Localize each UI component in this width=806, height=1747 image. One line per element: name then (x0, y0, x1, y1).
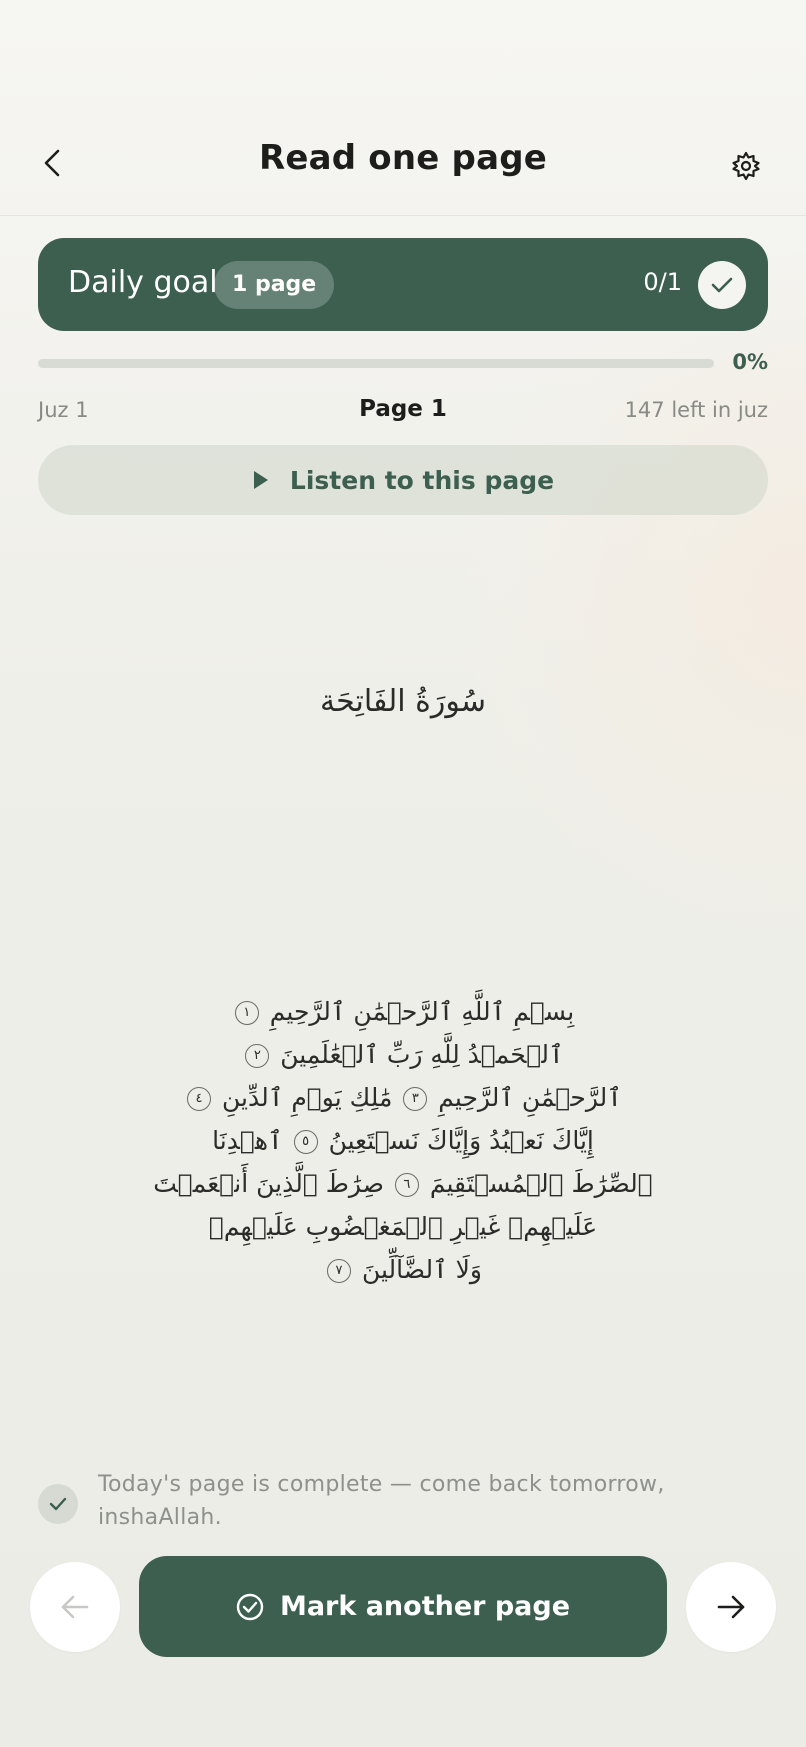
ayah-number-marker: ١ (235, 1001, 259, 1025)
juz-label: Juz 1 (38, 398, 89, 422)
page-label: Page 1 (359, 396, 447, 422)
goal-badge: 1 page (214, 261, 334, 309)
verse-text: إِيَّاكَ نَعۡبُدُ وَإِيَّاكَ نَسۡتَعِينُ (328, 1126, 594, 1155)
quran-page-text (140, 990, 666, 1291)
check-icon (711, 276, 733, 294)
completion-message: Today's page is complete — come back tomorrow, inshaAllah. (98, 1472, 665, 1530)
verse-text: صِرَٰطَ ٱلَّذِينَ أَنۡعَمۡتَ (153, 1169, 384, 1198)
check-icon (49, 1497, 67, 1511)
previous-page-button[interactable] (30, 1562, 120, 1652)
verse-text: مَٰلِكِ يَوۡمِ ٱلدِّينِ (222, 1083, 393, 1112)
progress-bar (38, 359, 714, 368)
page-title: Read one page (258, 138, 548, 178)
app-header (0, 0, 806, 216)
listen-button[interactable] (38, 445, 768, 515)
verse-text: وَلَا ٱلضَّآلِّينَ (361, 1255, 482, 1284)
verse-text: ٱلصِّرَٰطَ ٱلۡمُسۡتَقِيمَ (429, 1169, 653, 1198)
verse-line (140, 990, 666, 1033)
verse-text: بِسۡمِ ٱللَّهِ ٱلرَّحۡمَٰنِ ٱلرَّحِيمِ (269, 997, 575, 1026)
verse-line (140, 1033, 666, 1076)
arrow-left-icon (60, 1594, 90, 1620)
mark-another-page-label: Mark another page (279, 1591, 571, 1622)
verse-line (140, 1076, 666, 1119)
ayah-number-marker: ٢ (245, 1044, 269, 1068)
ayah-number-marker: ٥ (294, 1130, 318, 1154)
daily-goal-label: Daily goal (68, 265, 218, 300)
next-page-button[interactable] (686, 1562, 776, 1652)
ayah-number-marker: ٦ (395, 1173, 419, 1197)
settings-button[interactable] (724, 144, 768, 188)
progress-percent: 0% (732, 350, 768, 374)
surah-title: سُورَةُ الفَاتِحَة (320, 684, 486, 719)
check-circle-icon (236, 1593, 264, 1621)
verse-line (140, 1119, 666, 1162)
verse-text: ٱلۡحَمۡدُ لِلَّهِ رَبِّ ٱلۡعَٰلَمِينَ (280, 1040, 564, 1069)
ayah-number-marker: ٤ (187, 1087, 211, 1111)
ayah-number-marker: ٧ (327, 1259, 351, 1283)
gear-icon (731, 151, 761, 181)
pages-left-label: 147 left in juz (624, 398, 768, 422)
listen-label: Listen to this page (289, 465, 555, 495)
verse-line (140, 1205, 666, 1248)
verse-text: عَلَيۡهِمۡ غَيۡرِ ٱلۡمَغۡضُوبِ عَلَيۡهِمۡ (208, 1212, 598, 1241)
daily-goal-card (38, 238, 768, 331)
ayah-number-marker: ٣ (403, 1087, 427, 1111)
mark-another-page-button[interactable] (139, 1556, 667, 1657)
verse-line (140, 1162, 666, 1205)
goal-check-button[interactable] (698, 261, 746, 309)
complete-status-icon (38, 1484, 78, 1524)
verse-line (140, 1248, 666, 1291)
goal-count: 0/1 (643, 268, 682, 296)
verse-text: ٱلرَّحۡمَٰنِ ٱلرَّحِيمِ (438, 1083, 622, 1112)
play-icon (252, 469, 270, 491)
verse-text: ٱهۡدِنَا (212, 1126, 283, 1155)
arrow-right-icon (716, 1594, 746, 1620)
